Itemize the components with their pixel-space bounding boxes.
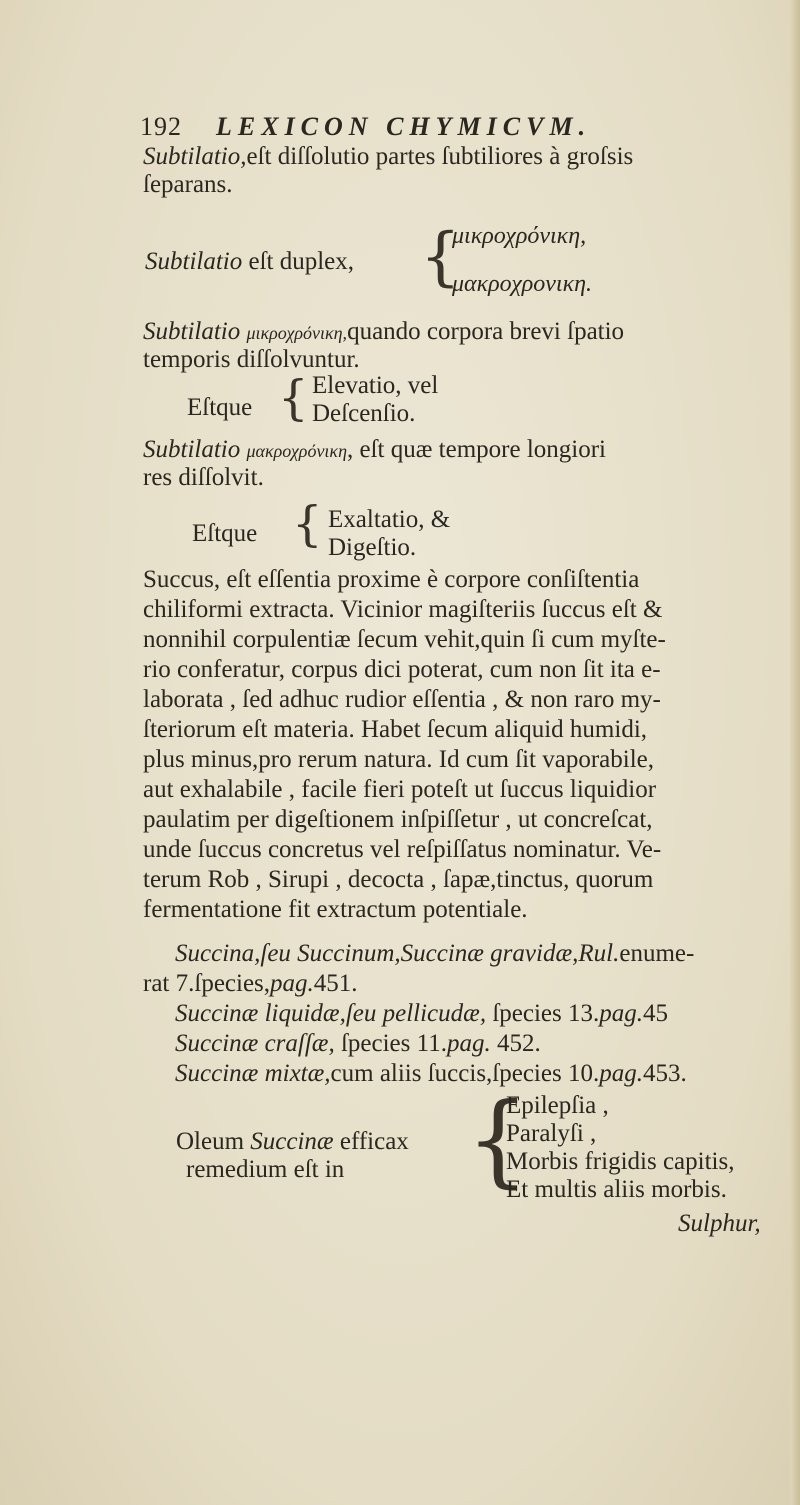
text-line: chiliformi extracta. Vicinior magiſteriis ſuccus eſt & <box>143 596 663 623</box>
page-edge <box>790 0 800 1505</box>
curly-brace: { <box>278 370 309 426</box>
text-line: Elevatio, vel <box>312 372 439 399</box>
curly-brace: { <box>420 220 461 294</box>
text-line: Subtilatio,eſt diſſolutio partes ſubtiliores à groſsis <box>143 143 634 170</box>
text-line: Epilepſia , <box>506 1092 609 1119</box>
text-line: Succus, eſt eſſentia proxime è corpore conſiſtentia <box>143 566 640 593</box>
greek-term: μικροχρόνικη, <box>452 223 587 249</box>
text-line: rio conferatur, corpus dici poterat, cum non ſit ita e- <box>143 656 661 683</box>
text-line: Eſtque <box>192 520 258 547</box>
text-line: plus minus,pro rerum natura. Id cum ſit vaporabile, <box>143 746 654 773</box>
catchword: Sulphur, <box>678 1210 761 1237</box>
text-line: Succinæ mixtæ,cum aliis ſuccis,ſpecies 10.pag.453. <box>175 1060 687 1087</box>
text-line: Eſtque <box>187 394 253 421</box>
text-line: Succina,ſeu Succinum,Succinæ gravidæ,Rul.enume- <box>175 940 695 967</box>
curly-brace: { <box>292 496 323 552</box>
text-line: Et multis aliis morbis. <box>506 1176 727 1203</box>
running-header <box>140 112 591 142</box>
text-line: terum Rob , Sirupi , decocta , ſapæ,tinctus, quorum <box>143 866 654 893</box>
text-line: paulatim per digeſtionem inſpiſſetur , ut concreſcat, <box>143 806 653 833</box>
text-line: ſteriorum eſt materia. Habet ſecum aliquid humidi, <box>143 716 648 743</box>
text-line: rat 7.ſpecies,pag.451. <box>143 970 358 997</box>
text-line: Deſcenſio. <box>312 400 416 427</box>
text-line: Succinæ liquidæ,ſeu pellicudæ, ſpecies 13.pag.45 <box>175 1000 668 1027</box>
page-number: 192 <box>140 112 182 141</box>
running-title: LEXICON CHYMICVM. <box>216 112 592 141</box>
text-line: Subtilatio eſt duplex, <box>145 248 355 275</box>
text-line: Oleum Succinæ efficax <box>176 1128 409 1155</box>
text-line: remedium eſt in <box>186 1156 345 1183</box>
text-line: temporis diſſolvuntur. <box>143 346 360 373</box>
text-line: Digeſtio. <box>328 534 417 561</box>
text-line: Paralyſi , <box>506 1120 597 1147</box>
text-line: fermentatione fit extractum potentiale. <box>143 896 528 923</box>
curly-brace: { <box>466 1081 530 1198</box>
text-line: Exaltatio, & <box>328 506 451 533</box>
text-line: laborata , ſed adhuc rudior eſſentia , & non raro my- <box>143 686 661 713</box>
text-line: Subtilatio μακροχρόνικη, eſt quæ tempore longiori <box>143 436 606 463</box>
greek-term: μακροχρονικη. <box>452 271 593 297</box>
text-line: unde ſuccus concretus vel reſpiſſatus nominatur. Ve- <box>143 836 662 863</box>
text-line: Subtilatio μικροχρόνικη,quando corpora brevi ſpatio <box>143 318 625 345</box>
text-line: nonnihil corpulentiæ ſecum vehit,quin ſi cum myſte- <box>143 626 666 653</box>
text-line: Succinæ craſſæ, ſpecies 11.pag. 452. <box>175 1030 541 1057</box>
text-line: Morbis frigidis capitis, <box>506 1148 735 1175</box>
text-line: aut exhalabile , facile fieri poteſt ut ſuccus liquidior <box>143 776 657 803</box>
text-line: res diſſolvit. <box>143 464 264 491</box>
text-line: ſeparans. <box>143 171 233 198</box>
